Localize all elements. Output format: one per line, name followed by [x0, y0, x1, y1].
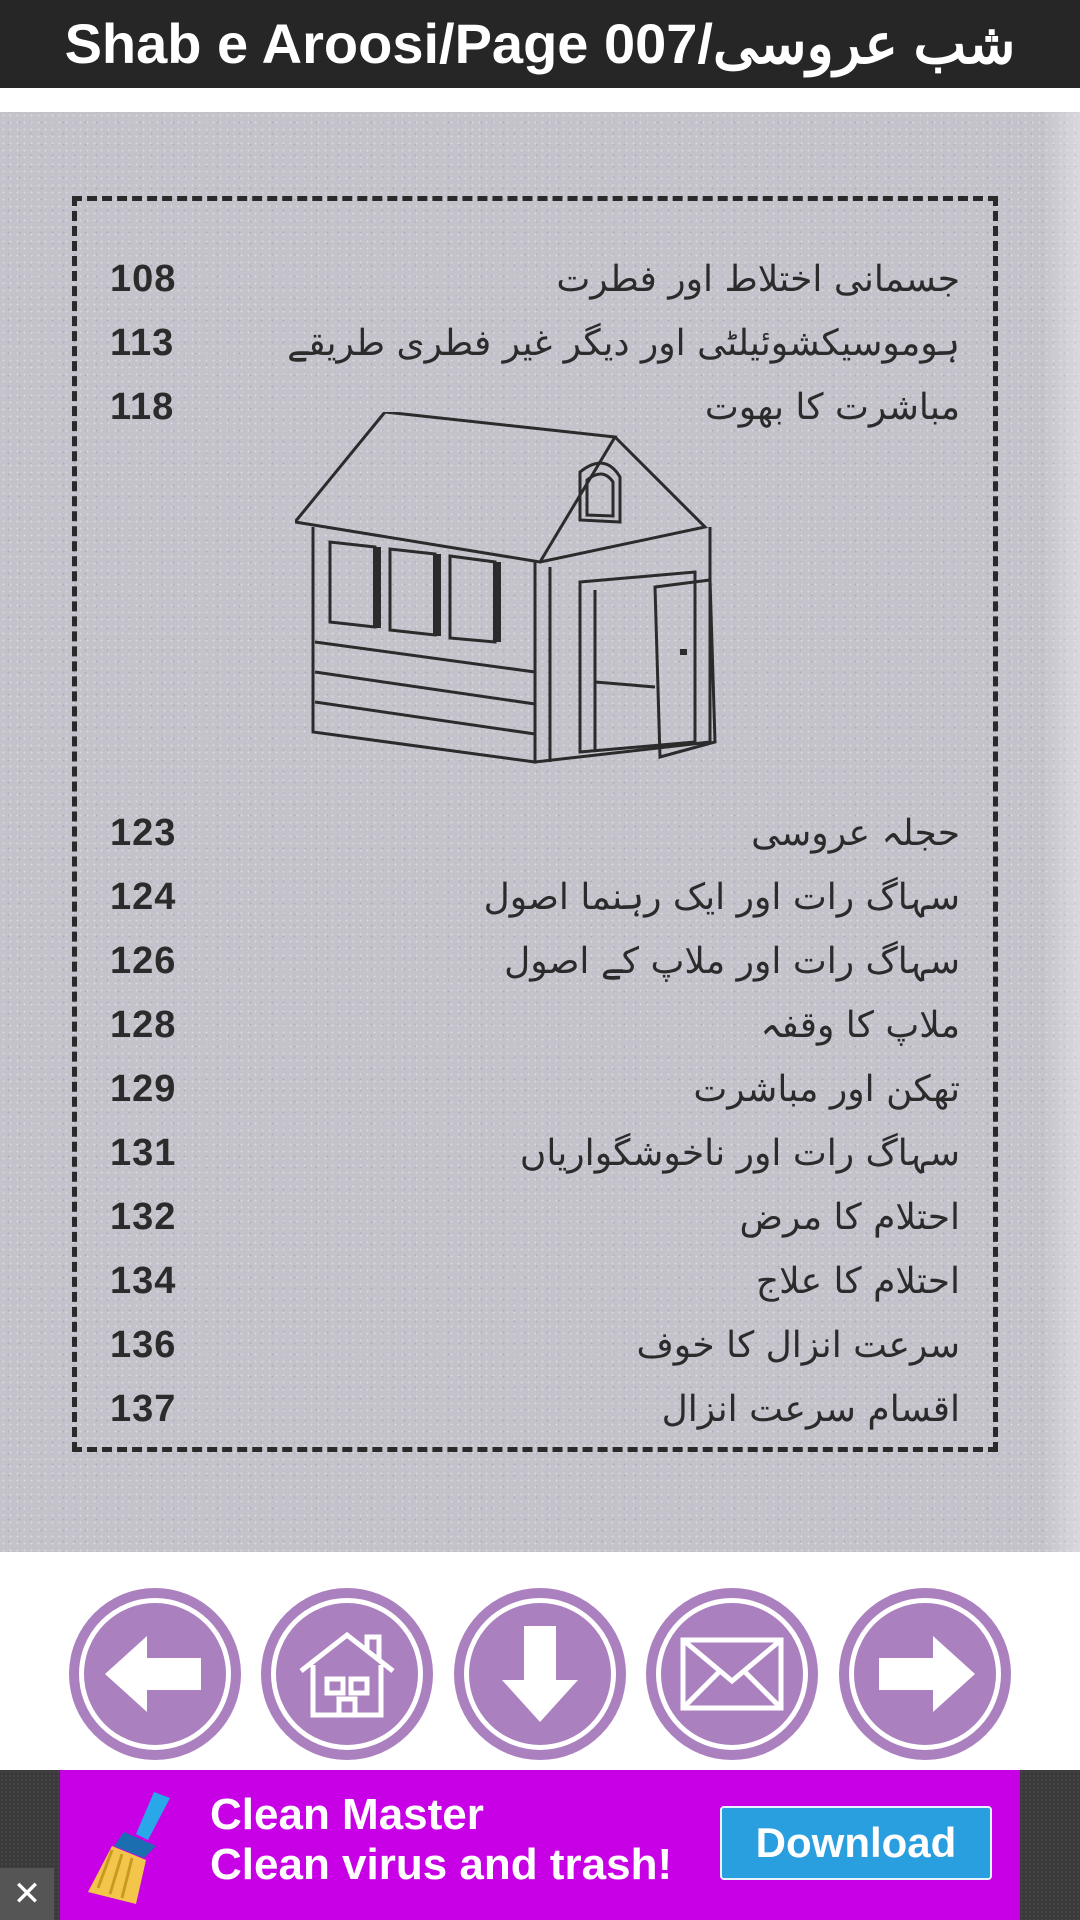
toc-page-number: 113 [110, 321, 175, 364]
toc-title: حجلہ عروسی [751, 812, 960, 854]
toc-page-number: 118 [110, 385, 175, 428]
toc-row [110, 314, 960, 372]
toc-title: سہاگ رات اور ایک رہنما اصول [483, 876, 960, 918]
toc-page-number: 129 [110, 1067, 177, 1110]
toc-page-number: 124 [110, 875, 177, 918]
toc-title: سہاگ رات اور ملاپ کے اصول [504, 940, 960, 982]
share-email-button[interactable] [646, 1588, 818, 1760]
button-ring [656, 1598, 808, 1750]
toc-row [110, 932, 960, 990]
button-ring [271, 1598, 423, 1750]
home-button[interactable] [261, 1588, 433, 1760]
toc-row [110, 1252, 960, 1310]
page-title: Shab e Aroosi/Page 007/شب عروسی [64, 12, 1016, 75]
toc-page-number: 128 [110, 1003, 177, 1046]
toc-row [110, 1316, 960, 1374]
button-ring [464, 1598, 616, 1750]
title-bar [0, 0, 1080, 88]
download-page-button[interactable] [454, 1588, 626, 1760]
ad-headline: Clean Master [210, 1790, 484, 1839]
toc-title: ہوموسیکشوئیلٹی اور دیگر غیر فطری طریقے [287, 322, 960, 364]
toc-title: احتلام کا علاج [755, 1260, 960, 1302]
toc-title: مباشرت کا بھوت [704, 386, 960, 428]
toc-page-number: 134 [110, 1259, 177, 1302]
close-ad-icon[interactable]: ✕ [0, 1868, 54, 1920]
book-page-image [0, 112, 1080, 1552]
toc-row [110, 996, 960, 1054]
previous-page-button[interactable] [69, 1588, 241, 1760]
toc-row [110, 804, 960, 862]
toc-title: جسمانی اختلاط اور فطرت [556, 258, 960, 300]
toc-page-number: 137 [110, 1387, 177, 1430]
navigation-bar [0, 1552, 1080, 1770]
toc-title: سرعت انزال کا خوف [636, 1324, 960, 1366]
toc-row [110, 868, 960, 926]
toc-page-number: 136 [110, 1323, 177, 1366]
broom-icon [84, 1788, 194, 1908]
toc-title: تھکن اور مباشرت [693, 1068, 960, 1110]
toc-page-number: 132 [110, 1195, 177, 1238]
toc-title: احتلام کا مرض [739, 1196, 960, 1238]
ad-text [210, 1790, 672, 1890]
next-page-button[interactable] [839, 1588, 1011, 1760]
ad-banner[interactable] [0, 1770, 1080, 1920]
button-ring [79, 1598, 231, 1750]
toc-row [110, 1124, 960, 1182]
ad-content[interactable] [60, 1770, 1020, 1920]
toc-title: سہاگ رات اور ناخوشگواریاں [519, 1132, 960, 1174]
toc-title: ملاپ کا وقفہ [760, 1004, 960, 1046]
ad-subline: Clean virus and trash! [210, 1840, 673, 1889]
toc-page-number: 131 [110, 1131, 177, 1174]
toc-page-number: 108 [110, 257, 177, 300]
toc-row [110, 1060, 960, 1118]
toc-row [110, 1380, 960, 1438]
button-ring [849, 1598, 1001, 1750]
toc-page-number: 123 [110, 811, 177, 854]
toc-row [110, 250, 960, 308]
house-illustration [295, 412, 755, 772]
toc-title: اقسام سرعت انزال [661, 1388, 960, 1430]
toc-page-number: 126 [110, 939, 177, 982]
spacer [0, 88, 1080, 112]
toc-row [110, 1188, 960, 1246]
ad-download-button[interactable]: Download [720, 1806, 992, 1880]
